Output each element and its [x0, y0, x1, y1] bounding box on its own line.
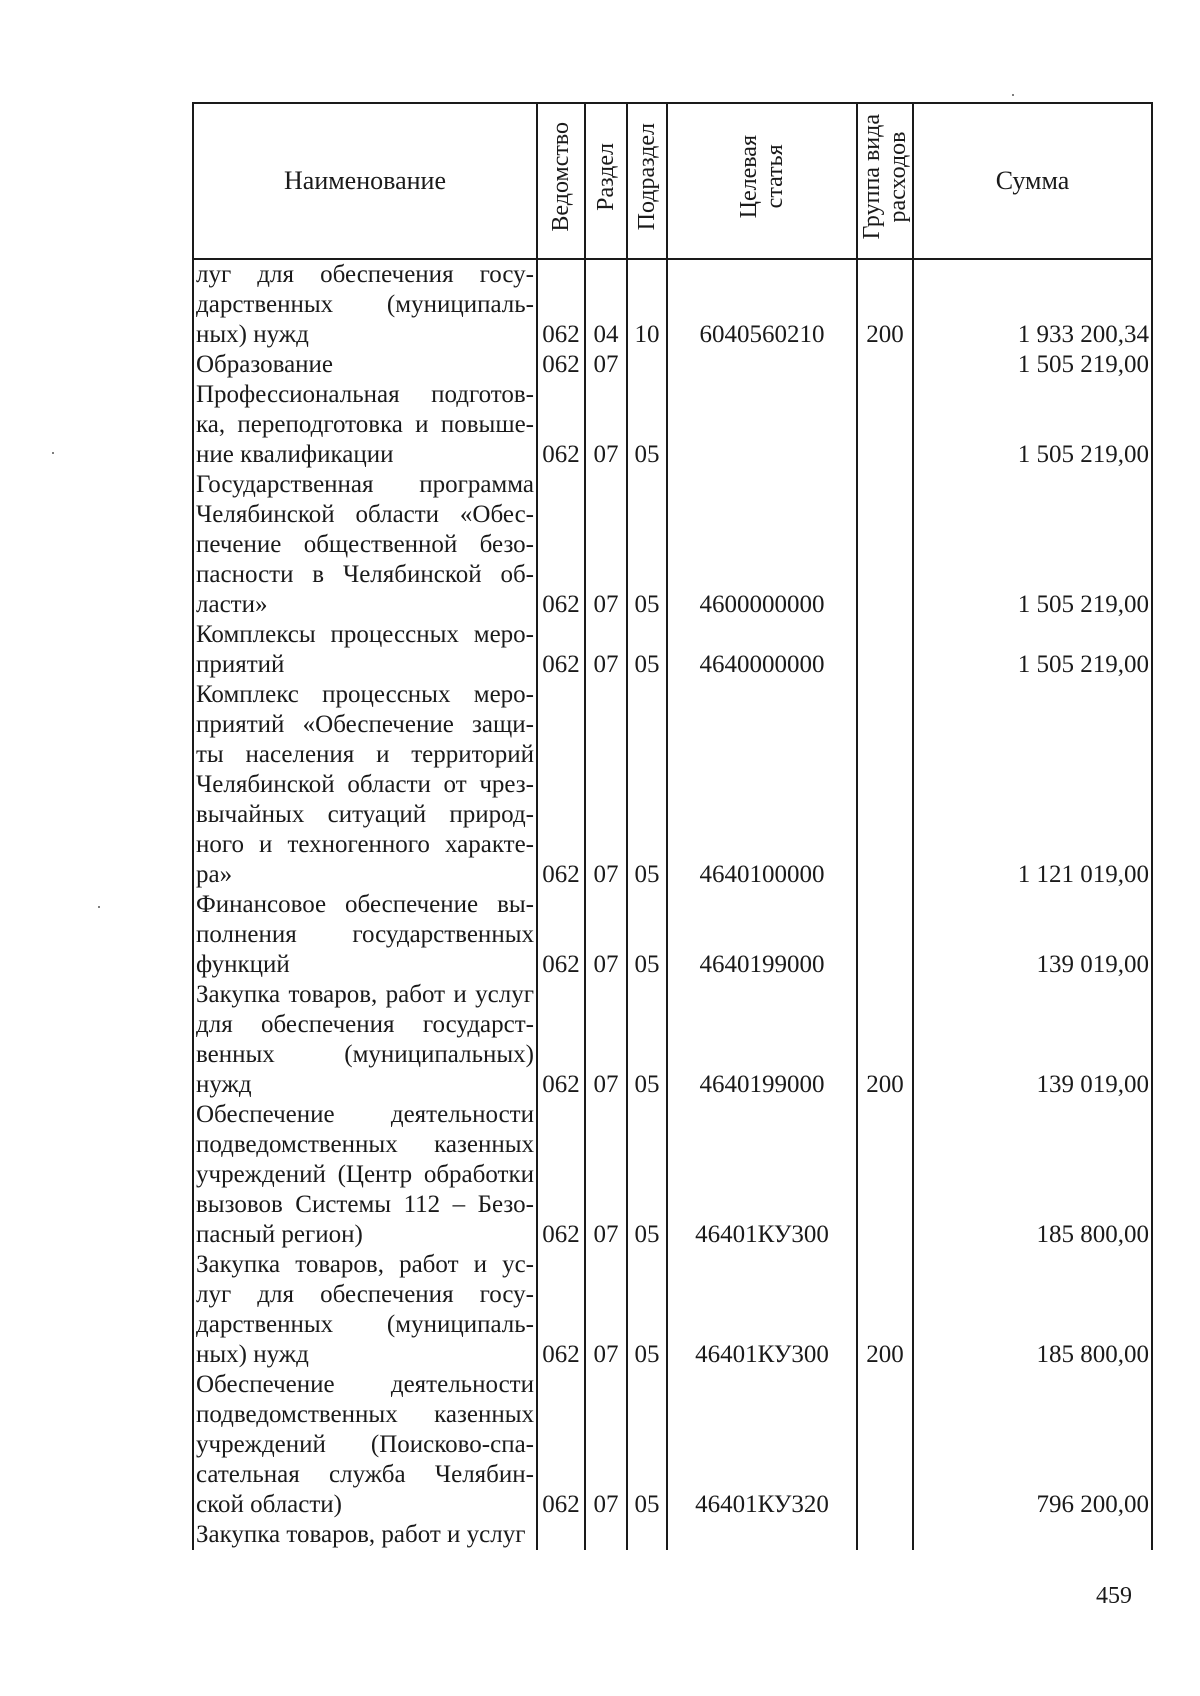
row-gruppa-cell	[857, 1520, 913, 1550]
header-summa-label: Сумма	[995, 166, 1070, 195]
row-name-line: нужд	[196, 1071, 252, 1098]
row-celevaya-cell	[667, 350, 857, 380]
row-gruppa-cell: 200	[857, 1250, 913, 1370]
row-name-line: венных (муниципальных)	[196, 1041, 534, 1068]
row-name-line: подведомственных казенных	[196, 1131, 534, 1158]
row-gruppa-cell	[857, 680, 913, 890]
row-vedomstvo-cell	[537, 1520, 585, 1550]
row-gruppa-cell	[857, 1370, 913, 1520]
row-name-line: вычайных ситуаций природ-	[196, 801, 534, 828]
row-name-line: Комплекс процессных меро-	[196, 681, 534, 708]
header-celevaya-line1: Целевая	[736, 135, 762, 219]
row-gruppa-cell	[857, 1100, 913, 1250]
row-name-line: Обеспечение деятельности	[196, 1101, 534, 1128]
row-name-line: дарственных (муниципаль-	[196, 291, 534, 318]
row-summa-cell: 1 505 219,00	[913, 470, 1152, 620]
row-name-cell	[193, 1370, 537, 1520]
header-razdel-label: Раздел	[593, 143, 619, 211]
row-razdel-cell: 07	[585, 680, 627, 890]
row-razdel-cell: 07	[585, 1370, 627, 1520]
header-gruppa-line1: Группа вида	[859, 114, 885, 240]
row-name-line: для обеспечения государст-	[196, 1011, 534, 1038]
row-vedomstvo-cell: 062	[537, 680, 585, 890]
scan-speck	[1012, 94, 1014, 96]
table-row	[193, 680, 1152, 890]
row-name-line: ра»	[196, 861, 233, 888]
row-razdel-cell: 07	[585, 470, 627, 620]
row-celevaya-cell	[667, 380, 857, 470]
row-celevaya-cell: 4640100000	[667, 680, 857, 890]
row-name-cell	[193, 980, 537, 1100]
row-gruppa-cell	[857, 470, 913, 620]
row-celevaya-cell: 46401КУ320	[667, 1370, 857, 1520]
row-gruppa-cell	[857, 380, 913, 470]
header-vedomstvo	[537, 103, 585, 259]
row-name-line: приятий «Обеспечение защи-	[196, 711, 534, 738]
row-razdel-cell	[585, 1520, 627, 1550]
row-razdel-cell: 07	[585, 620, 627, 680]
row-vedomstvo-cell: 062	[537, 1250, 585, 1370]
header-podrazdel-label: Подраздел	[634, 123, 660, 231]
row-summa-cell: 139 019,00	[913, 890, 1152, 980]
table-row	[193, 980, 1152, 1100]
table-row	[193, 470, 1152, 620]
row-name-cell	[193, 1100, 537, 1250]
row-podrazdel-cell: 05	[627, 380, 667, 470]
row-name-line: ных) нужд	[196, 321, 309, 348]
header-podrazdel	[627, 103, 667, 259]
table-row	[193, 1250, 1152, 1370]
row-vedomstvo-cell: 062	[537, 350, 585, 380]
row-summa-cell: 1 505 219,00	[913, 620, 1152, 680]
header-gruppa	[857, 103, 913, 259]
row-summa-cell: 1 505 219,00	[913, 350, 1152, 380]
row-name-line: Обеспечение деятельности	[196, 1371, 534, 1398]
row-name-cell	[193, 350, 537, 380]
row-celevaya-cell: 4640199000	[667, 980, 857, 1100]
row-podrazdel-cell: 05	[627, 680, 667, 890]
row-name-line: учреждений (Центр обработки	[196, 1161, 534, 1188]
header-vedomstvo-label: Ведомство	[548, 122, 574, 232]
row-razdel-cell: 04	[585, 259, 627, 350]
header-celevaya-line2: статья	[762, 145, 788, 209]
row-name-line: ние квалификации	[196, 441, 394, 468]
row-podrazdel-cell: 05	[627, 620, 667, 680]
row-name-line: Челябинской области «Обес-	[196, 501, 534, 528]
row-name-cell	[193, 890, 537, 980]
table-row	[193, 1100, 1152, 1250]
row-podrazdel-cell	[627, 1520, 667, 1550]
row-summa-cell: 185 800,00	[913, 1100, 1152, 1250]
row-celevaya-cell: 4600000000	[667, 470, 857, 620]
table-row	[193, 259, 1152, 350]
row-name-line: луг для обеспечения госу-	[196, 1281, 534, 1308]
row-name-line: ного и техногенного характе-	[196, 831, 534, 858]
row-razdel-cell: 07	[585, 350, 627, 380]
table-row	[193, 890, 1152, 980]
row-name-line: Закупка товаров, работ и услуг	[196, 981, 534, 1008]
scan-speck	[98, 906, 100, 908]
row-gruppa-cell	[857, 620, 913, 680]
row-podrazdel-cell	[627, 350, 667, 380]
row-podrazdel-cell: 05	[627, 980, 667, 1100]
row-name-line: печение общественной безо-	[196, 531, 534, 558]
row-podrazdel-cell: 05	[627, 1100, 667, 1250]
row-razdel-cell: 07	[585, 1250, 627, 1370]
row-name-line: подведомственных казенных	[196, 1401, 534, 1428]
row-vedomstvo-cell: 062	[537, 1370, 585, 1520]
header-summa	[913, 103, 1152, 259]
row-name-line: сательная служба Челябин-	[196, 1461, 534, 1488]
row-name-line: Государственная программа	[196, 471, 534, 498]
row-summa-cell	[913, 1520, 1152, 1550]
header-celevaya-label	[736, 135, 788, 218]
row-name-line: ты населения и территорий	[196, 741, 534, 768]
row-vedomstvo-cell: 062	[537, 1100, 585, 1250]
scan-speck	[52, 452, 54, 454]
row-podrazdel-cell: 05	[627, 1250, 667, 1370]
row-vedomstvo-cell: 062	[537, 980, 585, 1100]
row-name-cell	[193, 620, 537, 680]
row-podrazdel-cell: 05	[627, 470, 667, 620]
row-name-line: ласти»	[196, 591, 268, 618]
row-razdel-cell: 07	[585, 1100, 627, 1250]
budget-table	[192, 102, 1153, 1550]
row-summa-cell: 1 933 200,34	[913, 259, 1152, 350]
row-name-line: пасный регион)	[196, 1221, 363, 1248]
table-row	[193, 620, 1152, 680]
row-razdel-cell: 07	[585, 380, 627, 470]
row-name-cell	[193, 1250, 537, 1370]
row-razdel-cell: 07	[585, 890, 627, 980]
row-name-line: Профессиональная подготов-	[196, 381, 534, 408]
row-name-line: Финансовое обеспечение вы-	[196, 891, 534, 918]
row-name-line: ных) нужд	[196, 1341, 309, 1368]
row-name-line: Закупка товаров, работ и услуг	[196, 1521, 526, 1548]
table-header-row	[193, 103, 1152, 259]
row-vedomstvo-cell: 062	[537, 380, 585, 470]
row-name-line: дарственных (муниципаль-	[196, 1311, 534, 1338]
row-celevaya-cell: 46401КУ300	[667, 1100, 857, 1250]
row-name-line: Образование	[196, 351, 334, 378]
header-name-label: Наименование	[284, 166, 446, 195]
header-name	[193, 103, 537, 259]
table-body	[193, 259, 1152, 1550]
row-razdel-cell: 07	[585, 980, 627, 1100]
row-name-cell	[193, 380, 537, 470]
row-name-line: учреждений (Поисково-спа-	[196, 1431, 534, 1458]
row-name-line: полнения государственных	[196, 921, 534, 948]
row-name-line: Закупка товаров, работ и ус-	[196, 1251, 534, 1278]
header-gruppa-line2: расходов	[885, 131, 911, 223]
row-summa-cell: 185 800,00	[913, 1250, 1152, 1370]
row-gruppa-cell	[857, 890, 913, 980]
row-gruppa-cell: 200	[857, 259, 913, 350]
row-vedomstvo-cell: 062	[537, 470, 585, 620]
row-name-line: вызовов Системы 112 – Безо-	[196, 1191, 534, 1218]
table-row	[193, 380, 1152, 470]
row-gruppa-cell: 200	[857, 980, 913, 1100]
row-vedomstvo-cell: 062	[537, 890, 585, 980]
row-name-line: Челябинской области от чрез-	[196, 771, 534, 798]
header-gruppa-label	[859, 114, 911, 239]
row-summa-cell: 139 019,00	[913, 980, 1152, 1100]
row-name-cell	[193, 259, 537, 350]
table-row	[193, 350, 1152, 380]
row-name-line: ка, переподготовка и повыше-	[196, 411, 534, 438]
table-row	[193, 1370, 1152, 1520]
row-name-line: функций	[196, 951, 290, 978]
row-name-line: приятий	[196, 651, 285, 678]
row-celevaya-cell: 6040560210	[667, 259, 857, 350]
row-podrazdel-cell: 10	[627, 259, 667, 350]
header-celevaya	[667, 103, 857, 259]
row-celevaya-cell: 4640000000	[667, 620, 857, 680]
row-name-cell	[193, 680, 537, 890]
row-name-line: пасности в Челябинской об-	[196, 561, 534, 588]
row-celevaya-cell	[667, 1520, 857, 1550]
row-name-line: Комплексы процессных меро-	[196, 621, 534, 648]
row-name-line: ской области)	[196, 1491, 342, 1518]
row-celevaya-cell: 4640199000	[667, 890, 857, 980]
row-name-line: луг для обеспечения госу-	[196, 261, 534, 288]
row-vedomstvo-cell: 062	[537, 620, 585, 680]
header-razdel	[585, 103, 627, 259]
table-row	[193, 1520, 1152, 1550]
row-podrazdel-cell: 05	[627, 890, 667, 980]
row-summa-cell: 796 200,00	[913, 1370, 1152, 1520]
row-summa-cell: 1 121 019,00	[913, 680, 1152, 890]
row-name-cell	[193, 470, 537, 620]
row-name-cell	[193, 1520, 537, 1550]
row-celevaya-cell: 46401КУ300	[667, 1250, 857, 1370]
row-gruppa-cell	[857, 350, 913, 380]
row-vedomstvo-cell: 062	[537, 259, 585, 350]
row-podrazdel-cell: 05	[627, 1370, 667, 1520]
row-summa-cell: 1 505 219,00	[913, 380, 1152, 470]
page-number: 459	[1096, 1583, 1132, 1609]
